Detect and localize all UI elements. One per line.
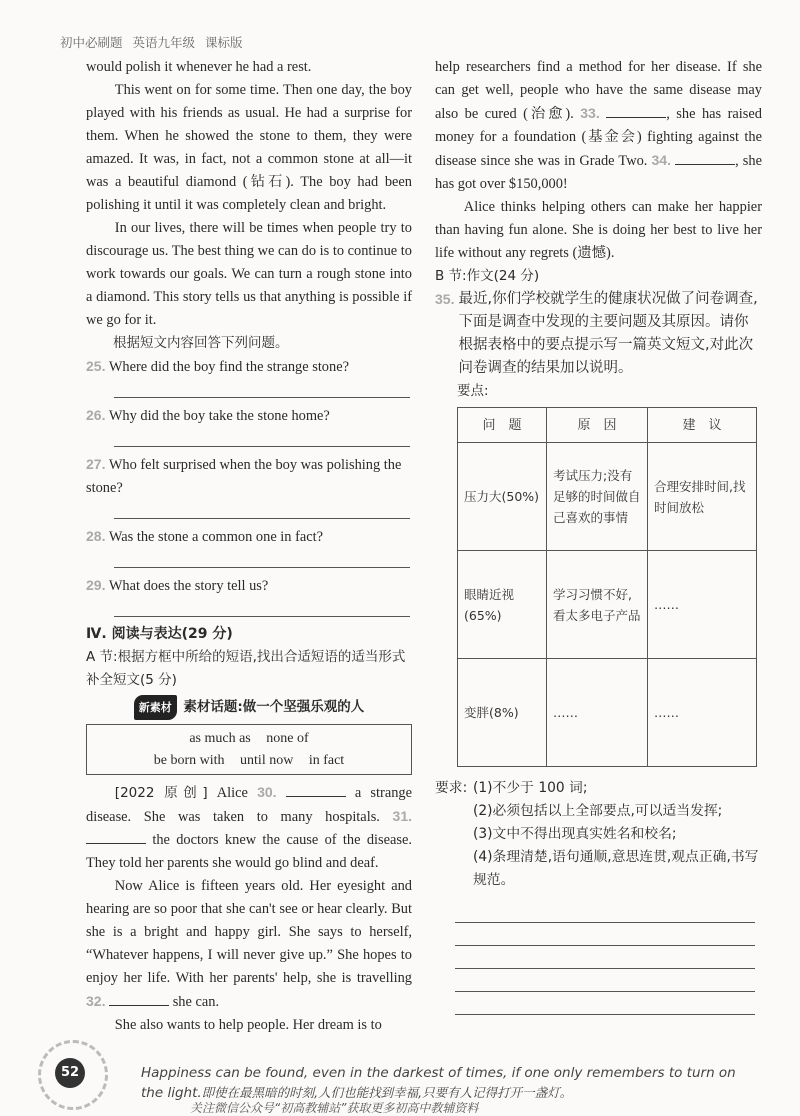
answer-line[interactable]	[114, 428, 410, 447]
answer-line[interactable]	[114, 500, 410, 519]
phrase: be born with	[153, 753, 225, 768]
answer-line[interactable]	[114, 598, 410, 617]
question-number: 25.	[86, 358, 106, 374]
phrase-box	[86, 724, 412, 775]
table-cell: 眼睛近视(65%)	[458, 551, 547, 659]
paragraph: This went on for some time. Then one day, the boy played with his friends as usual. He had a surprise for them. When he showed the stone to them, they were amazed. It was, in fact, not a common stone at all—it was a beautiful diamond (钻石). The boy had been polishing it until it was completely clean and bright.	[86, 82, 412, 213]
question-text: Was the stone a common one in fact?	[108, 529, 324, 545]
question-number: 28.	[86, 528, 106, 544]
question-text: Where did the boy find the strange stone?	[108, 359, 349, 375]
paragraph: Alice thinks helping others can make her happier than having fun alone. She is doing her best to live her life without any regrets (遗憾).	[435, 199, 762, 261]
text: Now Alice is fifteen years old. Her eyesight and hearing are so poor that she can't see or hear clearly. But she is a bright and happy girl. She says to herself, “Whatever happens, I will never give up.” She hopes to enjoy her life. With her parents' help, she is travelling	[86, 878, 412, 986]
question-number: 29.	[86, 577, 106, 593]
requirements	[435, 777, 762, 892]
blank-30[interactable]	[286, 784, 346, 797]
section-heading: Ⅳ. 阅读与表达(29 分)	[86, 626, 233, 642]
question-text: 最近,你们学校就学生的健康状况做了问卷调查,下面是调查中发现的主要问题及其原因。请你根据表格中的要点提示写一篇英文短文,对此次问卷调查的结果加以说明。	[458, 291, 758, 376]
right-column	[435, 56, 762, 1015]
table-row	[458, 659, 757, 767]
table-cell: ……	[648, 551, 757, 659]
text: help researchers find a method for her disease. If she can get well, people who have the same disease may also be cured (治愈).	[435, 59, 762, 122]
blank-34[interactable]	[675, 152, 735, 165]
quote-en: Happiness can be found, even in the darkest of times, if one only remembers to turn on the light.	[141, 1065, 736, 1101]
question-number: 35.	[435, 291, 455, 307]
running-header	[60, 33, 249, 51]
topic-row	[86, 695, 412, 720]
table-header: 建 议	[648, 408, 757, 443]
question-text: Who felt surprised when the boy was polishing the stone?	[86, 457, 402, 496]
paragraph	[86, 781, 412, 875]
text: , she has raised money for a foundation (基金会) fighting against the disease since she was in Grade Two.	[435, 106, 762, 169]
question-number: 32.	[86, 993, 106, 1009]
new-material-badge: 新素材	[134, 695, 177, 720]
header-item: 课标版	[205, 35, 243, 50]
blank-33[interactable]	[606, 105, 666, 118]
question-text: Why did the boy take the stone home?	[108, 408, 330, 424]
blank-31[interactable]	[86, 831, 146, 844]
table-cell: 压力大(50%)	[458, 443, 547, 551]
question-number: 33.	[580, 105, 600, 121]
question-29	[86, 574, 412, 617]
writing-line[interactable]	[455, 969, 755, 992]
question-number: 31.	[392, 808, 412, 824]
question-number: 26.	[86, 407, 106, 423]
header-item: 英语九年级	[132, 35, 196, 50]
writing-line[interactable]	[455, 923, 755, 946]
section-b-heading: B 节:作文(24 分)	[435, 268, 540, 284]
writing-line[interactable]	[455, 900, 755, 923]
story-source: [2022 原创]	[114, 785, 208, 801]
question-26	[86, 404, 412, 447]
requirement: (3)文中不得出现真实姓名和校名;	[473, 826, 677, 842]
question-number: 34.	[651, 152, 671, 168]
table-cell: 考试压力;没有足够的时间做自己喜欢的事情	[547, 443, 648, 551]
text: , she has got over $150,000!	[435, 153, 762, 192]
header-item: 初中必刷题	[60, 35, 123, 50]
survey-table	[457, 407, 757, 767]
paragraph: In our lives, there will be times when people try to discourage us. The best thing we can do is to continue to work towards our goals. We can turn a rough stone into a diamond. This story tells us that anything is possible if we go for it.	[86, 220, 412, 328]
table-header: 原 因	[547, 408, 648, 443]
question-35	[435, 288, 762, 380]
writing-area[interactable]	[435, 900, 762, 1015]
table-row	[458, 551, 757, 659]
points-label: 要点:	[457, 383, 489, 399]
topic-title: 素材话题:做一个坚强乐观的人	[183, 699, 365, 715]
answer-line[interactable]	[114, 549, 410, 568]
text: Alice	[216, 785, 248, 801]
table-cell: 学习习惯不好,看太多电子产品	[547, 551, 648, 659]
phrase-row	[87, 750, 411, 772]
section-a-instruction: A 节:根据方框中所给的短语,找出合适短语的适当形式补全短文(5 分)	[86, 649, 406, 688]
text: a strange disease. She was taken to many hospitals.	[86, 785, 412, 825]
paragraph: would polish it whenever he had a rest.	[86, 59, 312, 75]
requirement: (1)不少于 100 词;	[473, 780, 588, 796]
question-text: What does the story tell us?	[108, 578, 269, 594]
left-column	[86, 56, 412, 1037]
quote-zh: 即使在最黑暗的时刻,人们也能找到幸福,只要有人记得打开一盏灯。	[201, 1085, 573, 1100]
requirements-label: 要求:	[435, 780, 468, 796]
question-25	[86, 355, 412, 398]
phrase: as much as	[189, 731, 251, 746]
question-number: 30.	[257, 784, 277, 800]
table-cell: ……	[648, 659, 757, 767]
blank-32[interactable]	[109, 993, 169, 1006]
answer-line[interactable]	[114, 379, 410, 398]
table-row	[458, 443, 757, 551]
paragraph	[86, 875, 412, 1014]
promo-text: 关注微信公众号“初高教辅站”获取更多初高中教辅资料	[190, 1101, 479, 1115]
table-cell: 变胖(8%)	[458, 659, 547, 767]
page-number: 52	[55, 1058, 85, 1088]
question-27	[86, 453, 412, 519]
text: the doctors knew the cause of the disease. They told her parents she would go blind and deaf.	[86, 832, 412, 871]
phrase: none of	[266, 731, 309, 746]
requirement: (4)条理清楚,语句通顺,意思连贯,观点正确,书写规范。	[473, 849, 759, 888]
requirement: (2)必须包括以上全部要点,可以适当发挥;	[473, 803, 723, 819]
table-cell: 合理安排时间,找时间放松	[648, 443, 757, 551]
paragraph	[435, 56, 762, 196]
phrase: until now	[240, 753, 294, 768]
writing-line[interactable]	[455, 946, 755, 969]
phrase: in fact	[308, 753, 345, 768]
table-header: 问 题	[458, 408, 547, 443]
table-cell: ……	[547, 659, 648, 767]
paragraph: She also wants to help people. Her dream is to	[114, 1017, 382, 1033]
question-number: 27.	[86, 456, 106, 472]
text: she can.	[172, 994, 220, 1010]
phrase-row	[87, 728, 411, 750]
footer-quote	[141, 1064, 761, 1103]
writing-line[interactable]	[455, 992, 755, 1015]
instruction: 根据短文内容回答下列问题。	[113, 335, 289, 351]
question-28	[86, 525, 412, 568]
